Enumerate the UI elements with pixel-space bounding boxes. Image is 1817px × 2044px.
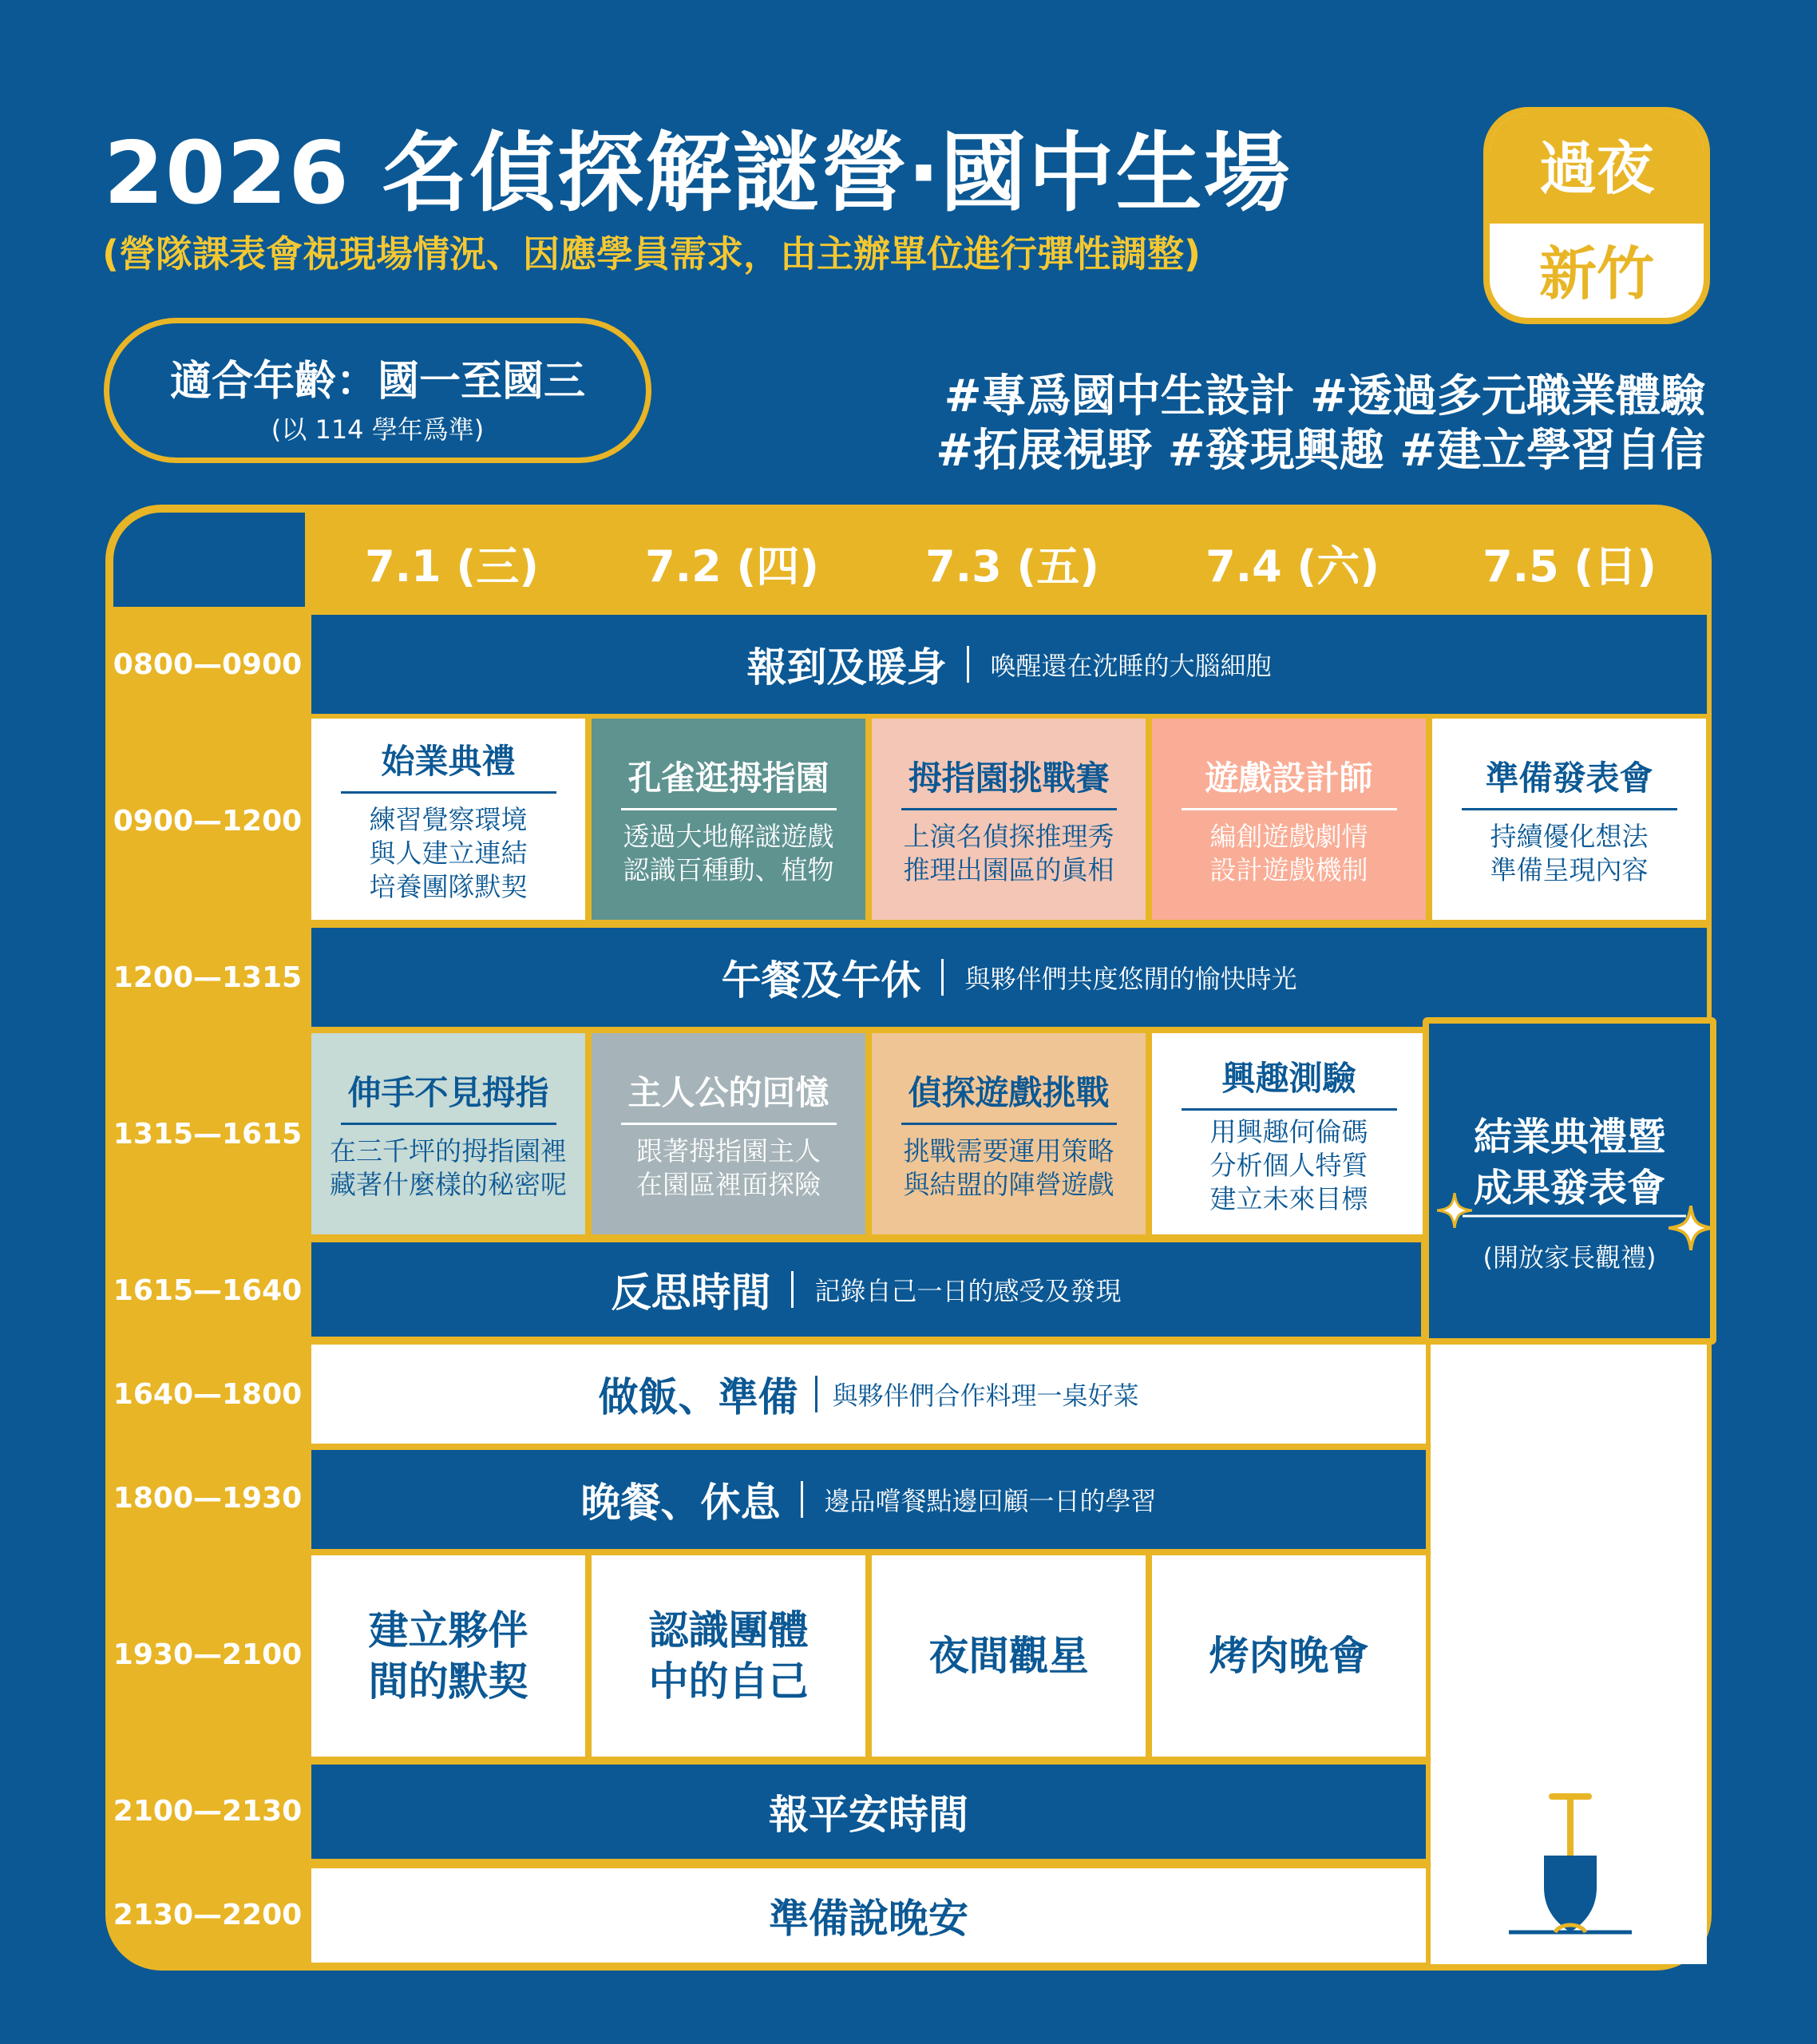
activity-desc: 藏著什麼樣的秘密呢 (330, 1168, 567, 1200)
hashtags-line-1: #專爲國中生設計 #透過多元職業體驗 (944, 370, 1705, 422)
activity-desc: 練習覺察環境 (369, 803, 528, 835)
band-cooking (311, 1345, 1426, 1444)
cell-self-in-group (592, 1555, 865, 1757)
divider (941, 959, 944, 996)
final-day-evening (1431, 1345, 1707, 1964)
activity-desc: 編創遊戲劇情 (1209, 820, 1368, 852)
activity-title: 伸手不見拇指 (341, 1067, 556, 1125)
header-corner (113, 513, 305, 607)
closing-ceremony (1423, 1017, 1716, 1345)
activity-title: 孔雀逛拇指園 (621, 752, 837, 810)
activity-desc: 在三千坪的拇指園裡 (330, 1135, 567, 1167)
evening-activity: 烤肉晚會 (1209, 1633, 1369, 1679)
activity-desc: 用興趣何倫碼 (1209, 1115, 1368, 1147)
activity-title: 遊戲設計師 (1182, 752, 1397, 810)
closing-title: 結業典禮暨 (1473, 1115, 1665, 1159)
band-title: 晚餐、休息 (580, 1480, 781, 1526)
cell-interest-test (1152, 1033, 1426, 1234)
band-note: 記錄自己一日的感受及發現 (814, 1276, 1122, 1306)
divider (815, 1376, 817, 1412)
activity-desc: 挑戰需要運用策略 (903, 1135, 1114, 1167)
activity-desc: 培養團隊默契 (369, 870, 528, 902)
age-label: 適合年齡：國一至國三 (169, 358, 585, 406)
activity-desc: 持續優化想法 (1490, 820, 1649, 852)
page-subtitle: (營隊課表會視現場情況、因應學員需求，由主辦單位進行彈性調整) (102, 232, 1201, 275)
time-label: 0900—1200 (113, 805, 303, 838)
day-header: 7.1 (三) (365, 541, 539, 592)
cell-peacock (592, 719, 865, 920)
hashtags-line-2: #拓展視野 #發現興趣 #建立學習自信 (936, 425, 1705, 477)
evening-activity: 建立夥伴 (368, 1607, 528, 1654)
day-header: 7.4 (六) (1205, 541, 1380, 592)
evening-activity: 間的默契 (368, 1658, 528, 1705)
activity-desc: 分析個人特質 (1209, 1149, 1368, 1181)
activity-title: 興趣測驗 (1182, 1052, 1397, 1111)
location-badge (1483, 107, 1710, 324)
activity-title: 主人公的回憶 (621, 1067, 837, 1125)
activity-desc: 與結盟的陣營遊戲 (903, 1168, 1114, 1200)
activity-desc: 認識百種動、植物 (623, 854, 834, 885)
closing-note: (開放家長觀禮) (1482, 1242, 1657, 1273)
cell-protagonist-memory (592, 1033, 865, 1234)
band-checkin (311, 615, 1707, 714)
band-note: 與夥伴們合作料理一桌好菜 (832, 1380, 1139, 1411)
band-reflection (311, 1242, 1421, 1337)
time-label: 2100—2130 (113, 1795, 303, 1828)
band-goodnight (311, 1868, 1426, 1963)
band-lunch (311, 928, 1707, 1027)
time-label: 1930—2100 (113, 1638, 303, 1671)
band-dinner (311, 1450, 1426, 1549)
activity-desc: 透過大地解謎遊戲 (623, 820, 834, 852)
page-title: 2026 名偵探解謎營‧國中生場 (104, 124, 1292, 224)
time-label: 1315—1615 (113, 1118, 303, 1151)
evening-activity: 中的自己 (648, 1658, 809, 1705)
time-label: 1640—1800 (113, 1378, 303, 1411)
divider (791, 1271, 794, 1308)
age-box (104, 318, 651, 463)
band-title: 反思時間 (611, 1270, 771, 1316)
activity-desc: 建立未來目標 (1209, 1182, 1368, 1214)
shovel-icon (1502, 1792, 1638, 1943)
band-note: 邊品嚐餐點邊回顧一日的學習 (824, 1486, 1157, 1516)
activity-title: 準備發表會 (1462, 752, 1677, 810)
cell-opening (311, 719, 585, 920)
day-header: 7.2 (四) (645, 541, 819, 592)
divider (801, 1481, 803, 1518)
age-note: (以 114 學年爲準) (271, 414, 485, 445)
day-header: 7.5 (日) (1482, 541, 1657, 592)
closing-title: 成果發表會 (1473, 1166, 1665, 1210)
activity-title: 始業典禮 (341, 735, 556, 794)
cell-game-designer (1152, 719, 1426, 920)
band-note: 喚醒還在沈睡的大腦細胞 (990, 651, 1272, 681)
evening-activity: 認識團體 (648, 1607, 809, 1654)
activity-desc: 與人建立連結 (369, 837, 528, 869)
divider (967, 646, 969, 683)
cell-bbq (1152, 1555, 1426, 1757)
band-report-safety (311, 1765, 1426, 1859)
activity-title: 拇指園挑戰賽 (901, 752, 1117, 810)
activity-desc: 上演名偵探推理秀 (903, 820, 1114, 852)
sparkle-icon (1437, 1193, 1472, 1228)
activity-desc: 推理出園區的眞相 (903, 854, 1114, 885)
band-title: 準備說晚安 (769, 1895, 968, 1942)
band-title: 報到及暖身 (746, 644, 947, 691)
cell-prepare-presentation (1432, 719, 1706, 920)
time-label: 1800—1930 (113, 1482, 303, 1515)
time-label: 1200—1315 (113, 961, 303, 994)
activity-title: 偵探遊戲挑戰 (901, 1067, 1117, 1125)
cell-detective-game (872, 1033, 1146, 1234)
day-header: 7.3 (五) (925, 541, 1099, 592)
time-label: 1615—1640 (113, 1274, 303, 1307)
activity-desc: 設計遊戲機制 (1209, 854, 1368, 885)
activity-desc: 準備呈現內容 (1490, 854, 1649, 885)
activity-desc: 跟著拇指園主人 (636, 1135, 821, 1167)
badge-overnight: 過夜 (1490, 113, 1704, 224)
time-label: 2130—2200 (113, 1899, 303, 1931)
time-label: 0800—0900 (113, 648, 303, 681)
cell-stargazing (872, 1555, 1146, 1757)
activity-desc: 在園區裡面探險 (636, 1168, 821, 1200)
band-title: 報平安時間 (769, 1792, 968, 1838)
underline-decoration (1463, 1212, 1686, 1220)
band-title: 做飯、準備 (598, 1374, 798, 1420)
band-title: 午餐及午休 (721, 957, 921, 1004)
band-note: 與夥伴們共度悠閒的愉快時光 (964, 964, 1297, 994)
cell-hidden-thumb (311, 1033, 585, 1234)
cell-teamwork (311, 1555, 585, 1757)
badge-city: 新竹 (1538, 240, 1654, 307)
evening-activity: 夜間觀星 (928, 1633, 1089, 1679)
cell-challenge (872, 719, 1146, 920)
